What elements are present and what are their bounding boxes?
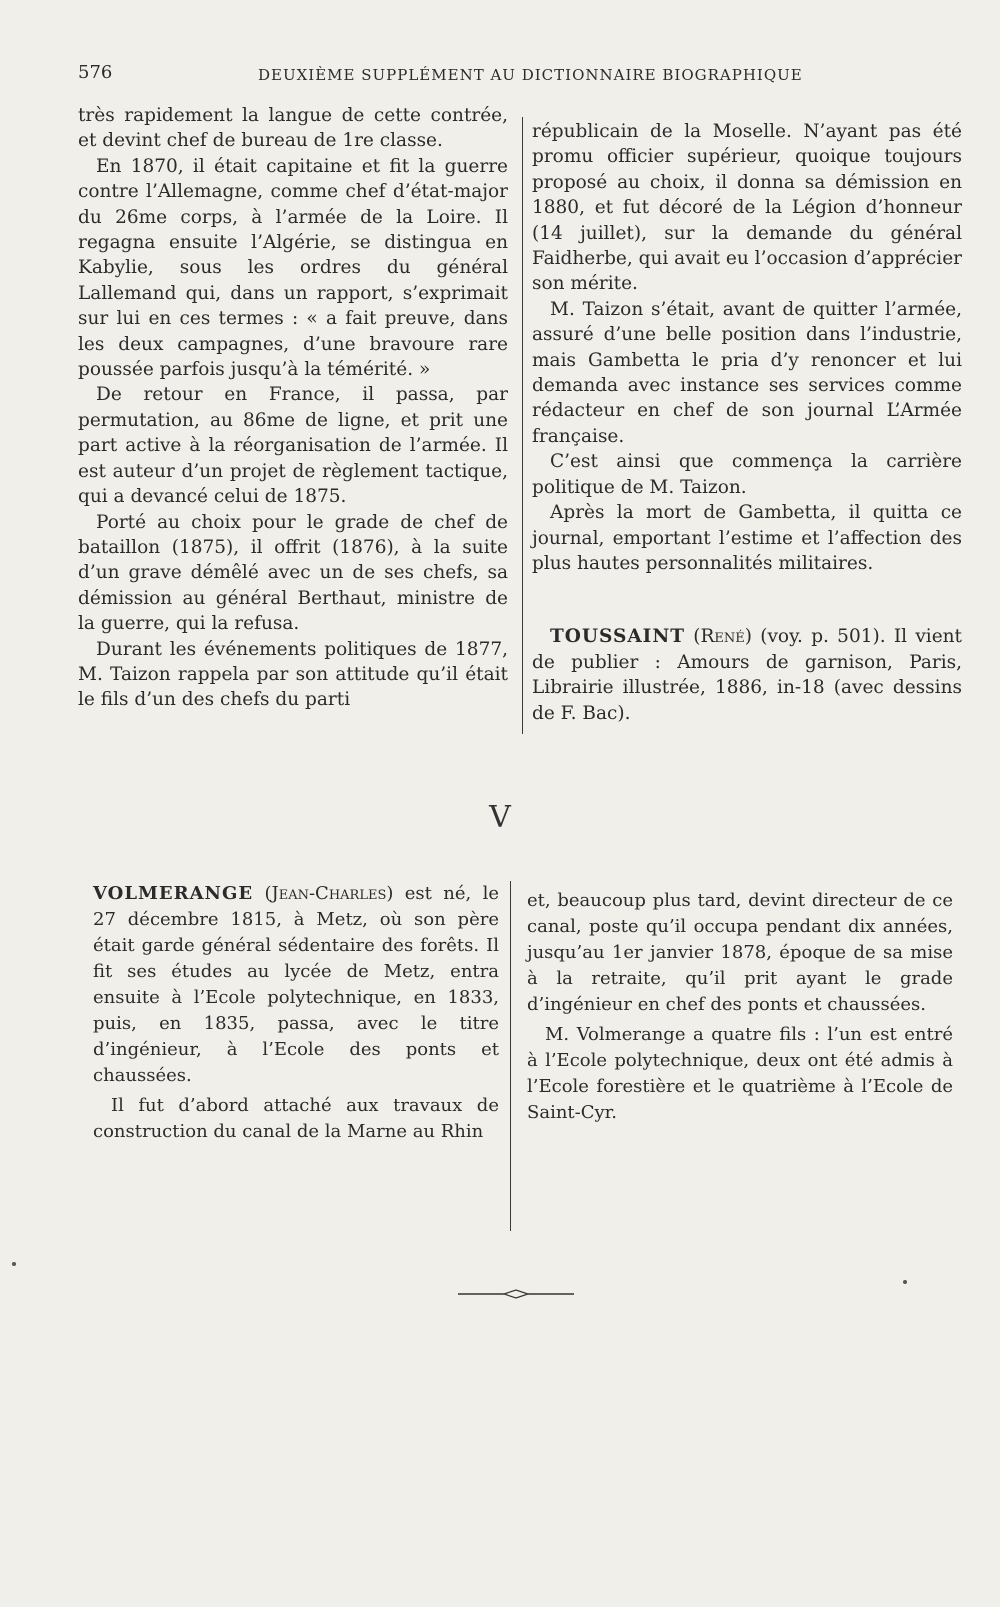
end-ornament-icon: [458, 1288, 574, 1300]
paragraph: et, beaucoup plus tard, devint directeur de ce canal, poste qu’il occupa pendant dix années, jusqu’au 1er janvier 1878, époque de sa mise à la retraite, qu’il prit ayant le grade d’ingénieur en chef des ponts et chaussées.: [527, 890, 953, 1015]
right-column-bottom: [527, 888, 953, 1126]
paragraph: très rapidement la langue de cette contrée, et devint chef de bureau de 1re classe.: [78, 105, 508, 152]
paragraph: Il fut d’abord attaché aux travaux de construction du canal de la Marne au Rhin: [93, 1095, 499, 1142]
column-divider: [510, 881, 511, 1231]
column-divider: [522, 117, 523, 734]
entry-given-name: (Jean-Charles): [264, 883, 394, 904]
left-column-bottom: [93, 881, 499, 1145]
paragraph: Durant les événements politiques de 1877, M. Taizon rappela par son attitude qu’il était le fils d’un des chefs du parti: [78, 638, 508, 711]
paragraph: républicain de la Moselle. N’ayant pas été promu officier supérieur, quoique toujours proposé au choix, il donna sa démission en 1880, et fut décoré de la Légion d’honneur (14 juillet), sur la demande du général Faidherbe, qui avait eu l’occasion d’apprécier son mérite.: [532, 121, 962, 295]
entry-toussaint: [532, 624, 962, 726]
entry-headword: TOUSSAINT: [550, 626, 686, 648]
paragraph: Après la mort de Gambetta, il quitta ce journal, emportant l’estime et l’affection des plus hautes personnalités militaires.: [532, 502, 962, 574]
paragraph: En 1870, il était capitaine et fit la guerre contre l’Allemagne, comme chef d’état-major du 26me corps, à l’armée de la Loire. Il regagna ensuite l’Algérie, se distingua en Kabylie, sous les ordres du général Lallemand qui, dans un rapport, s’exprimait sur lui en ces termes : « a fait preuve, dans les deux campagnes, d’une bravoure rare poussée parfois jusqu’à la témérité. »: [78, 155, 508, 381]
entry-headword: VOLMERANGE: [93, 883, 254, 904]
paragraph: C’est ainsi que commença la carrière politique de M. Taizon.: [532, 451, 962, 498]
paragraph: M. Volmerange a quatre fils : l’un est entré à l’Ecole polytechnique, deux ont été admis à l’Ecole forestière et le quatrième à l’Ecole de Saint-Cyr.: [527, 1024, 953, 1123]
paragraph: Porté au choix pour le grade de chef de bataillon (1875), il offrit (1876), à la suite d’un grave démêlé avec un de ses chefs, sa démission au général Berthaut, ministre de la guerre, qui la refusa.: [78, 511, 508, 635]
right-column-top: [532, 119, 962, 726]
speck-mark: [12, 1262, 16, 1266]
entry-volmerange: [93, 881, 499, 1089]
page-number: 576: [78, 62, 113, 83]
paragraph: De retour en France, il passa, par permutation, au 86me de ligne, et prit une part active à la réorganisation de l’armée. Il est auteur d’un projet de règlement tactique, qui a devancé celui de 1875.: [78, 384, 508, 508]
paragraph: M. Taizon s’était, avant de quitter l’armée, assuré d’une belle position dans l’industrie, mais Gambetta le pria d’y renoncer et lui demanda avec instance ses services comme rédacteur en chef de son journal L’Armée française.: [532, 298, 962, 447]
running-title: DEUXIÈME SUPPLÉMENT AU DICTIONNAIRE BIOGRAPHIQUE: [258, 66, 803, 84]
entry-given-name: (René): [693, 626, 752, 648]
entry-text: (voy. p. 501). Il vient de publier : Amours de garnison, Paris, Librairie illustrée, 1886, in-18 (avec dessins de F. Bac).: [532, 626, 962, 724]
entry-text: est né, le 27 décembre 1815, à Metz, où son père était garde général sédentaire des forêts. Il fit ses études au lycée de Metz, entra ensuite à l’Ecole polytechnique, en 1833, puis, en 1835, passa, avec le titre d’ingénieur, à l’Ecole des ponts et chaussées.: [93, 883, 499, 1086]
left-column-top: [78, 103, 508, 713]
section-letter: V: [489, 800, 511, 835]
speck-mark: [903, 1280, 907, 1284]
